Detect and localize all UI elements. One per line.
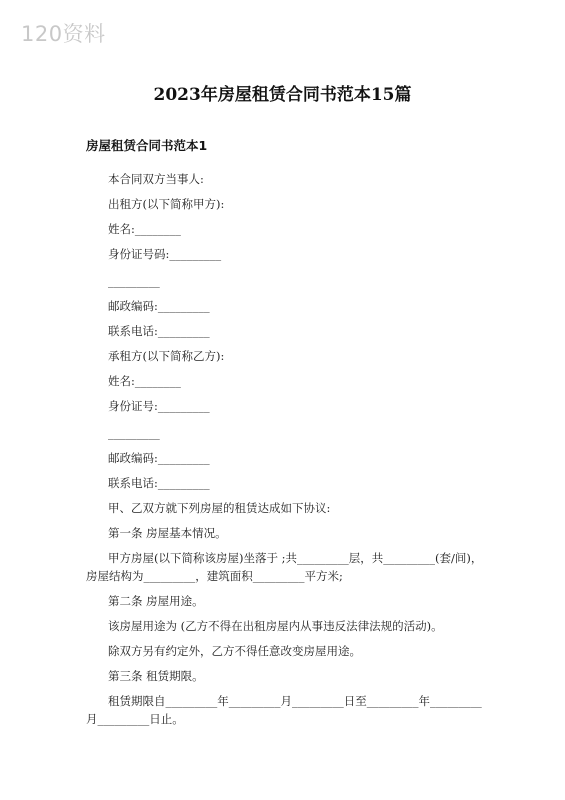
article-1-body: 甲方房屋(以下简称该房屋)坐落于 ;共_________层，共_________(套/间)，房屋结构为_________，建筑面积_________平方米; (86, 551, 483, 583)
field-lessee-id-continued: _________ (108, 426, 160, 440)
field-lessor-postcode: 邮政编码:_________ (108, 299, 210, 313)
article-1-heading: 第一条 房屋基本情况。 (108, 526, 227, 540)
field-lessee-id-number: 身份证号:_________ (108, 399, 210, 413)
paragraph-lessor: 出租方(以下简称甲方): (108, 197, 225, 211)
article-2-heading: 第二条 房屋用途。 (108, 594, 204, 608)
field-lessee-phone: 联系电话:_________ (108, 476, 210, 490)
field-lessor-id-number: 身份证号码:_________ (108, 247, 222, 261)
paragraph-agreement: 甲、乙双方就下列房屋的租赁达成如下协议: (108, 501, 331, 515)
watermark: 120资料 (21, 22, 106, 46)
field-lessor-id-continued: _________ (108, 274, 160, 288)
field-lessor-phone: 联系电话:_________ (108, 324, 210, 338)
field-lessee-postcode: 邮政编码:_________ (108, 451, 210, 465)
document-title: 2023年房屋租赁合同书范本15篇 (153, 85, 412, 105)
field-lessee-name: 姓名:________ (108, 374, 181, 388)
section-heading: 房屋租赁合同书范本1 (86, 138, 208, 153)
article-2-body: 该房屋用途为 (乙方不得在出租房屋内从事违反法律法规的活动)。 (108, 619, 443, 633)
paragraph-lessee: 承租方(以下简称乙方): (108, 349, 225, 363)
article-2-restriction: 除双方另有约定外，乙方不得任意改变房屋用途。 (108, 644, 361, 658)
paragraph-parties: 本合同双方当事人: (108, 172, 204, 186)
article-3-heading: 第三条 租赁期限。 (108, 669, 204, 683)
field-lessor-name: 姓名:________ (108, 222, 181, 236)
article-3-body: 租赁期限自_________年_________月_________日至_________年_________月_________日止。 (86, 694, 482, 726)
